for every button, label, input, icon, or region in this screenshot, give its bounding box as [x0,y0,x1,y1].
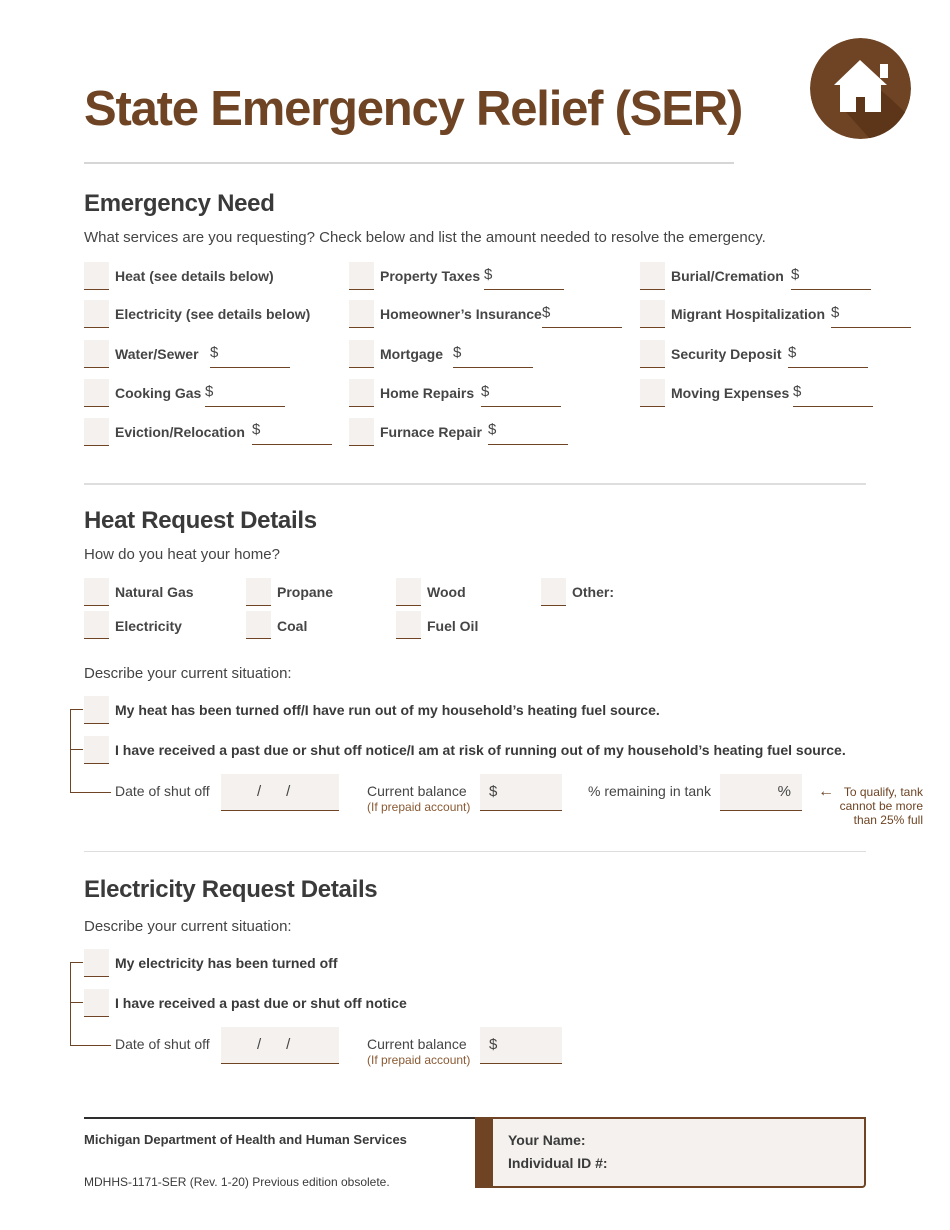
checkbox-cooking-gas[interactable] [84,379,109,407]
dollar-sign: $ [489,783,498,800]
label-moving-expenses: Moving Expenses [671,385,790,401]
bracket-tick [70,1002,83,1003]
dollar-sign: $ [788,344,797,361]
label-mortgage: Mortgage [380,346,443,362]
checkbox-propane[interactable] [246,578,271,606]
amount-home-repairs[interactable] [481,383,561,407]
house-icon [810,38,911,139]
amount-moving-expenses[interactable] [793,383,873,407]
amount-water-sewer[interactable] [210,344,290,368]
dollar-sign: $ [831,304,840,321]
heat-prompt: How do you heat your home? [84,546,280,563]
amount-burial[interactable] [791,266,871,290]
label-cooking-gas: Cooking Gas [115,385,202,401]
checkbox-wood[interactable] [396,578,421,606]
emergency-need-prompt: What services are you requesting? Check below and list the amount needed to resolve the emergency. [84,229,766,246]
checkbox-electricity-heat[interactable] [84,611,109,639]
arrow-left-icon: ← [818,783,834,800]
checkbox-security-deposit[interactable] [640,340,665,368]
heat-balance-field[interactable] [480,774,562,811]
identity-box[interactable] [475,1117,866,1188]
amount-mortgage[interactable] [453,344,533,368]
electricity-situation-prompt: Describe your current situation: [84,918,292,935]
checkbox-home-repairs[interactable] [349,379,374,407]
electricity-date-label: Date of shut off [115,1036,210,1052]
bracket-tick [70,709,83,710]
label-homeowners-insurance: Homeowner’s Insurance [380,306,542,322]
label-home-repairs: Home Repairs [380,385,475,401]
label-furnace-repair: Furnace Repair [380,424,482,440]
label-property-taxes: Property Taxes [380,268,481,284]
section-divider [84,851,866,852]
label-migrant-hospitalization: Migrant Hospitalization [671,306,825,322]
checkbox-other[interactable] [541,578,566,606]
label-natural-gas: Natural Gas [115,584,194,600]
heat-situation-1: My heat has been turned off/I have run out of my household’s heating fuel source. [115,702,660,718]
heat-situation-2: I have received a past due or shut off notice/I am at risk of running out of my household’s heating fuel source. [115,742,846,758]
checkbox-eviction[interactable] [84,418,109,446]
dollar-sign: $ [791,266,800,283]
amount-security-deposit[interactable] [788,344,868,368]
section-divider [84,483,866,485]
amount-property-taxes[interactable] [484,266,564,290]
label-electricity: Electricity (see details below) [115,306,311,322]
footer-department: Michigan Department of Health and Human Services [84,1132,407,1147]
bracket-tick [70,792,111,793]
amount-migrant-hospitalization[interactable] [831,304,911,328]
dollar-sign: $ [484,266,493,283]
checkbox-electricity-notice[interactable] [84,989,109,1017]
bracket-line [70,962,71,1045]
label-propane: Propane [277,584,334,600]
tank-field[interactable] [720,774,802,811]
checkbox-heat-notice[interactable] [84,736,109,764]
dollar-sign: $ [488,421,497,438]
label-heat: Heat (see details below) [115,268,274,284]
checkbox-heat[interactable] [84,262,109,290]
heat-balance-sub: (If prepaid account) [367,800,471,814]
checkbox-heat-off[interactable] [84,696,109,724]
bracket-line [70,709,71,792]
checkbox-natural-gas[interactable] [84,578,109,606]
amount-eviction[interactable] [252,421,332,445]
individual-id-label: Individual ID #: [508,1155,608,1171]
dollar-sign: $ [210,344,219,361]
title-divider [84,162,734,164]
date-slashes: / / [257,1036,291,1053]
electricity-situation-2: I have received a past due or shut off notice [115,995,407,1011]
label-wood: Wood [427,584,466,600]
dollar-sign: $ [252,421,261,438]
page-title: State Emergency Relief (SER) [84,82,743,136]
label-eviction: Eviction/Relocation [115,424,245,440]
heat-date-field[interactable] [221,774,339,811]
checkbox-water-sewer[interactable] [84,340,109,368]
checkbox-moving-expenses[interactable] [640,379,665,407]
checkbox-furnace-repair[interactable] [349,418,374,446]
dollar-sign: $ [489,1036,498,1053]
heat-situation-prompt: Describe your current situation: [84,665,292,682]
heat-date-label: Date of shut off [115,783,210,799]
dollar-sign: $ [481,383,490,400]
tank-label: % remaining in tank [588,783,711,799]
heat-heading: Heat Request Details [84,507,317,534]
bracket-tick [70,749,83,750]
your-name-label: Your Name: [508,1132,586,1148]
checkbox-migrant-hospitalization[interactable] [640,300,665,328]
electricity-heading: Electricity Request Details [84,876,378,903]
dollar-sign: $ [453,344,462,361]
label-other: Other: [572,584,614,600]
label-coal: Coal [277,618,308,634]
checkbox-mortgage[interactable] [349,340,374,368]
footer-form-id: MDHHS-1171-SER (Rev. 1-20) Previous edition obsolete. [84,1175,390,1189]
checkbox-fuel-oil[interactable] [396,611,421,639]
heat-balance-label: Current balance [367,783,467,799]
dollar-sign: $ [205,383,214,400]
dollar-sign: $ [542,304,551,321]
percent-sign: % [777,783,791,800]
emergency-need-heading: Emergency Need [84,190,275,217]
amount-homeowners-insurance[interactable] [542,304,622,328]
bracket-tick [70,1045,111,1046]
label-electricity-heat: Electricity [115,618,182,634]
bracket-tick [70,962,83,963]
identity-accent-bar [475,1117,493,1188]
checkbox-electricity-off[interactable] [84,949,109,977]
electricity-date-field[interactable] [221,1027,339,1064]
date-slashes: / / [257,783,291,800]
checkbox-burial[interactable] [640,262,665,290]
electricity-balance-field[interactable] [480,1027,562,1064]
label-fuel-oil: Fuel Oil [427,618,479,634]
dollar-sign: $ [793,383,802,400]
footer-divider [84,1117,476,1119]
checkbox-coal[interactable] [246,611,271,639]
electricity-balance-sub: (If prepaid account) [367,1053,471,1067]
electricity-balance-label: Current balance [367,1036,467,1052]
checkbox-electricity[interactable] [84,300,109,328]
amount-furnace-repair[interactable] [488,421,568,445]
label-security-deposit: Security Deposit [671,346,782,362]
tank-note: To qualify, tank cannot be more than 25% full [839,785,923,827]
label-water-sewer: Water/Sewer [115,346,199,362]
amount-cooking-gas[interactable] [205,383,285,407]
checkbox-property-taxes[interactable] [349,262,374,290]
checkbox-homeowners-insurance[interactable] [349,300,374,328]
label-burial: Burial/Cremation [671,268,784,284]
electricity-situation-1: My electricity has been turned off [115,955,338,971]
